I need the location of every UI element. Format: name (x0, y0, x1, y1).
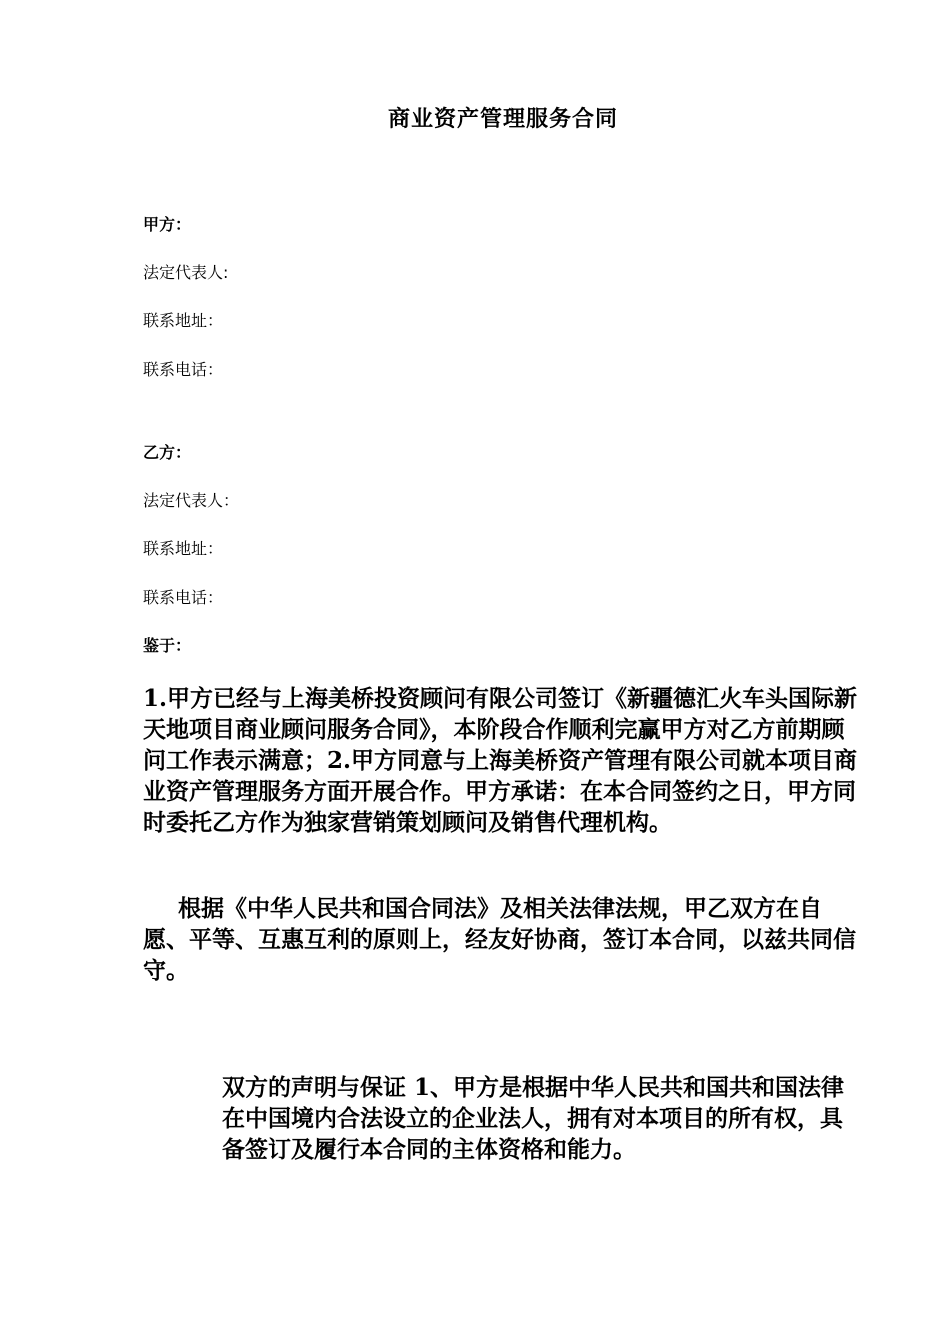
party-a-label: 甲方： (143, 215, 192, 234)
party-a-legal-rep: 法定代表人: (143, 263, 229, 282)
whereas-label: 鉴于： (143, 636, 192, 655)
party-a-phone: 联系电话： (143, 360, 224, 379)
party-a-address: 联系地址： (143, 311, 224, 330)
document-title: 商业资产管理服务合同 (387, 107, 618, 132)
declarations-paragraph: 双方的声明与保证 1、甲方是根据中华人民共和国共和国法律在中国境内合法设立的企业法人，拥有对本项目的所有权，具备签订及履行本合同的主体资格和能力。 (222, 1074, 845, 1163)
legal-basis-paragraph: 根据《中华人民共和国合同法》及相关法律法规，甲乙双方在自愿、平等、互惠互利的原则上，经友好协商，签订本合同，以兹共同信守。 (143, 895, 856, 984)
whereas-paragraph: 1.甲方已经与上海美桥投资顾问有限公司签订《新疆德汇火车头国际新天地项目商业顾问服务合同》，本阶段合作顺利完赢甲方对乙方前期顾问工作表示满意；2.甲方同意与上海美桥资产管理有限公司就本项目商业资产管理服务方面开展合作。甲方承诺：在本合同签约之日，甲方同时委托乙方作为独家营销策划顾问及销售代理机构。 (143, 685, 858, 836)
party-b-phone: 联系电话： (143, 588, 224, 607)
party-b-label: 乙方： (143, 443, 192, 462)
party-b-legal-rep: 法定代表人： (143, 491, 240, 510)
party-b-address: 联系地址： (143, 539, 224, 558)
